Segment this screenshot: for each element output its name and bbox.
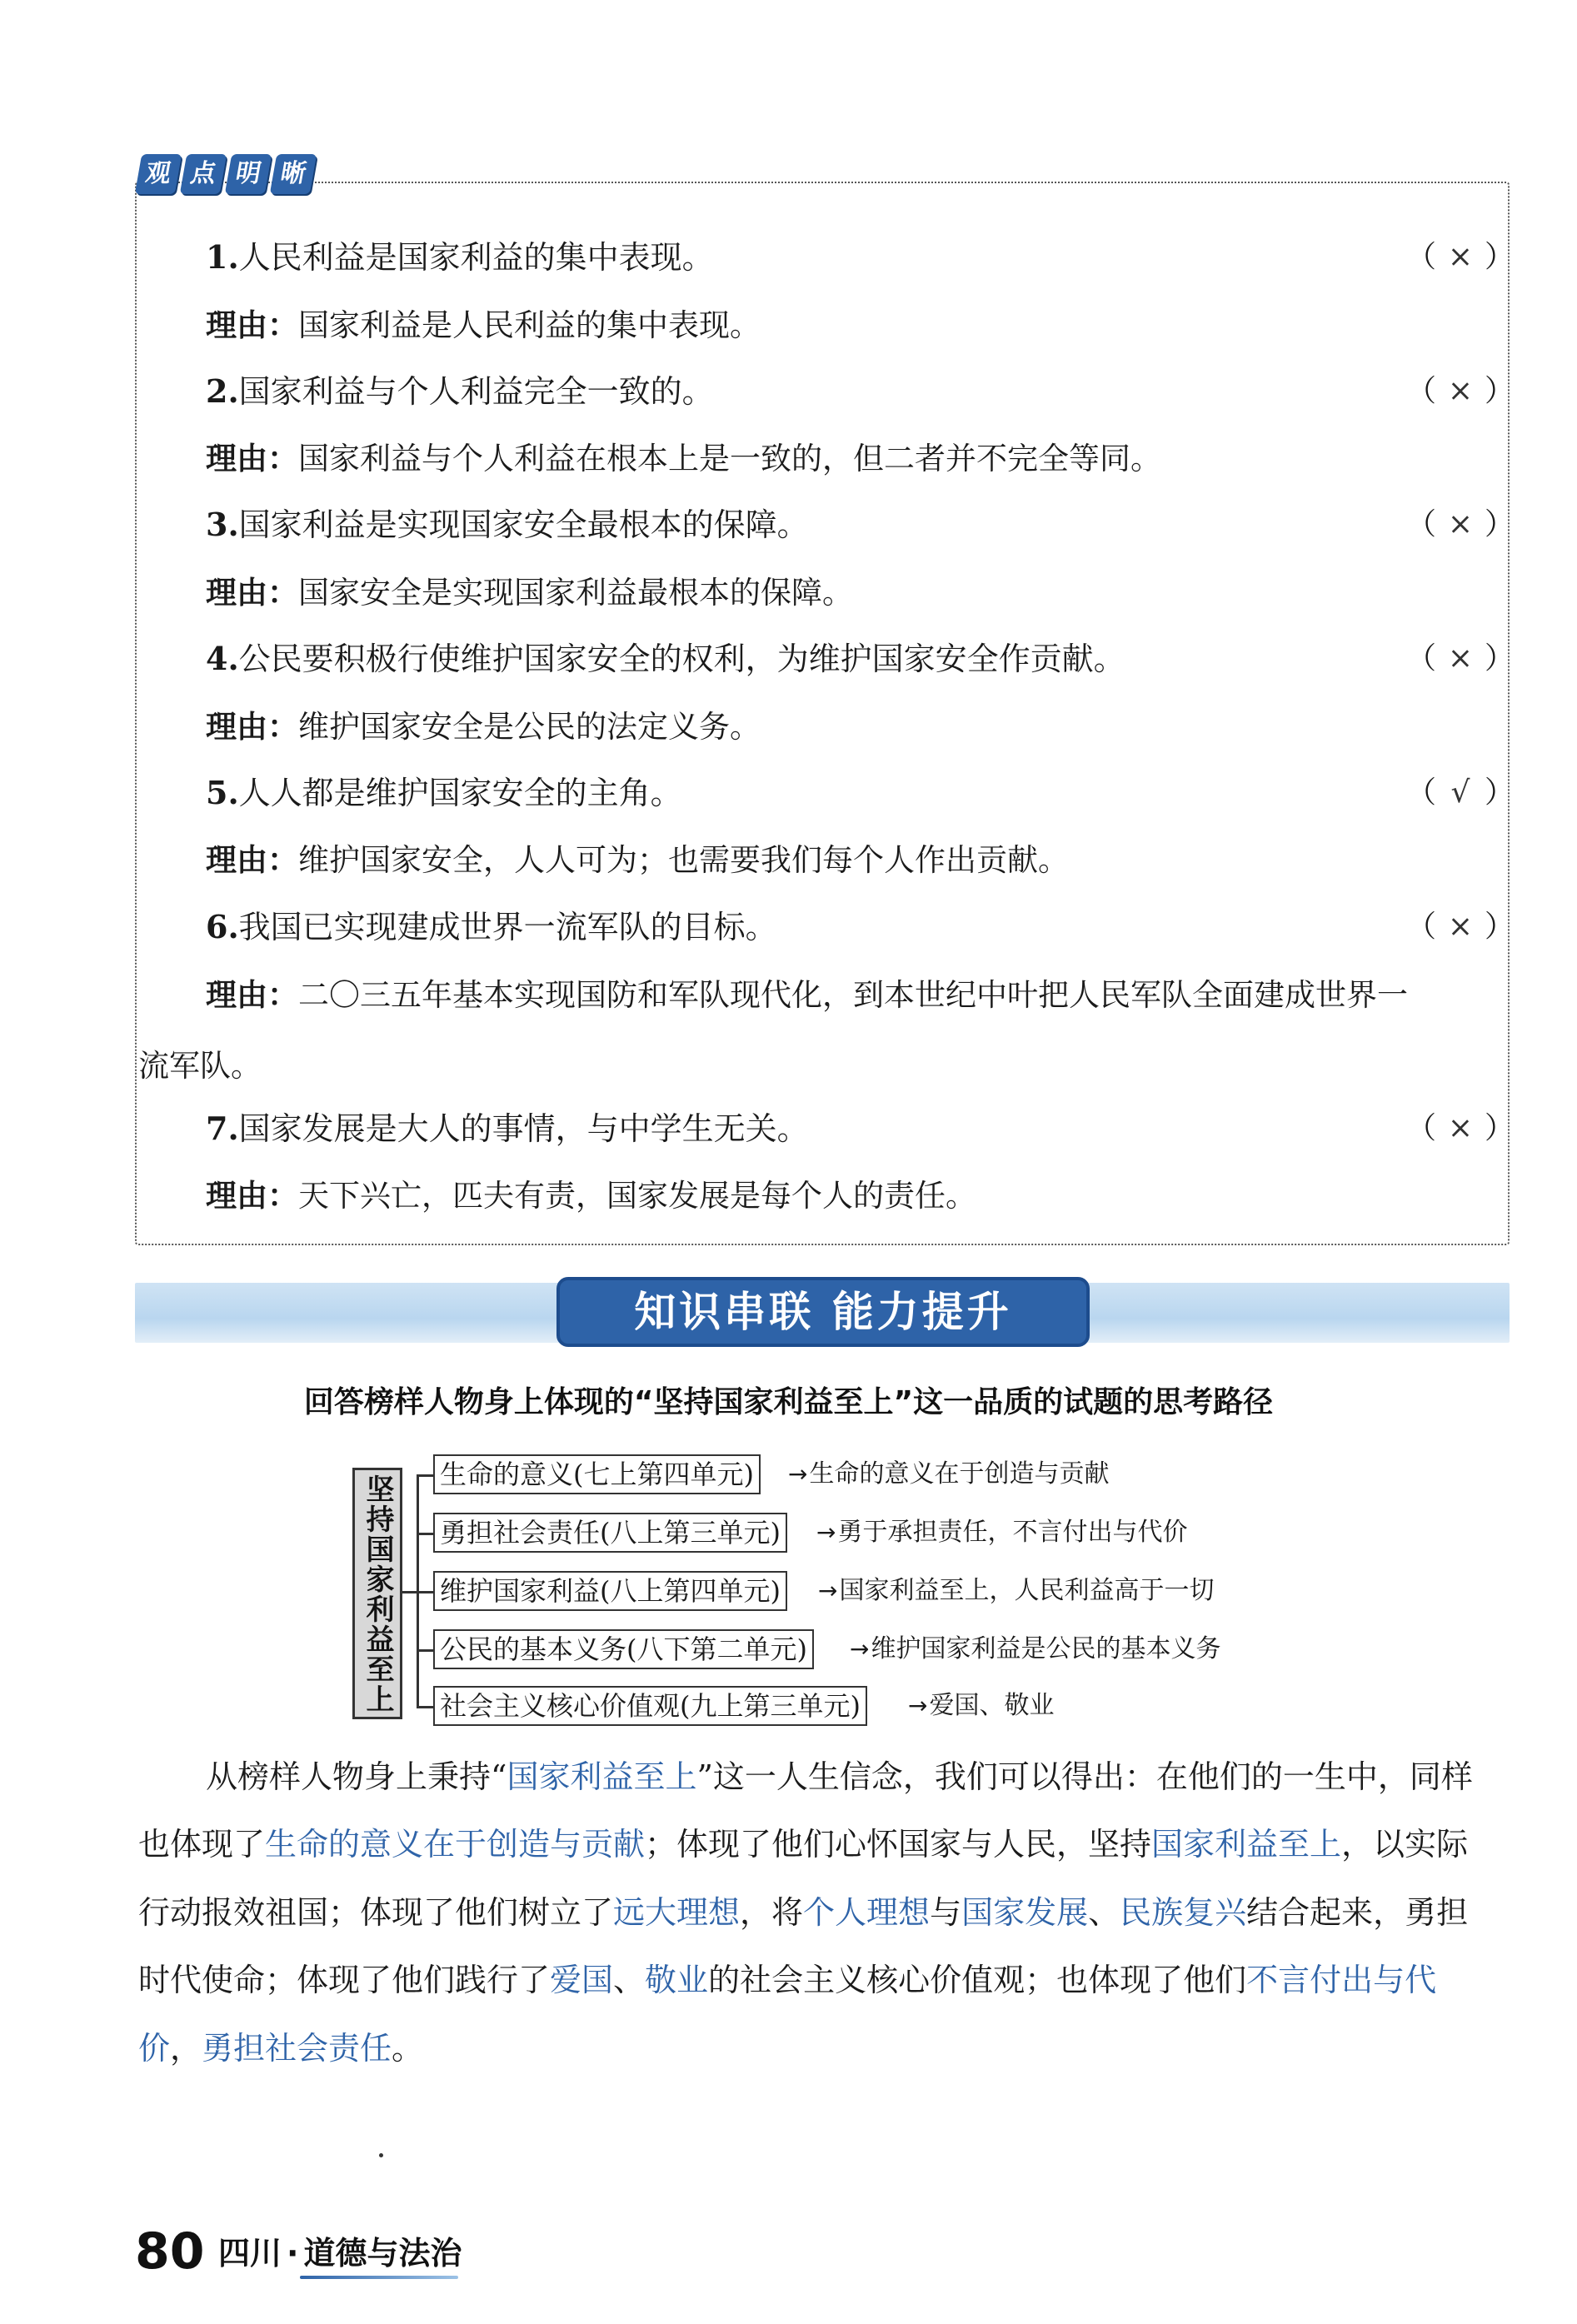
diagram-result: →勇于承担责任，不言付出与代价 (816, 1518, 1188, 1547)
question-6 (206, 906, 777, 948)
check-icon: √ (1450, 775, 1470, 810)
question-5 (206, 772, 682, 814)
cross-icon: × (1447, 507, 1474, 541)
reason-2: 理由：国家利益与个人利益在根本上是一致的，但二者并不完全等同。 (206, 441, 1161, 476)
bracket-stub (402, 1591, 417, 1593)
page-number: 80 (135, 2222, 205, 2281)
judgement-mark-7: （ × ） (1406, 1108, 1515, 1150)
viewpoint-tag (138, 154, 313, 194)
question-4 (206, 638, 1125, 680)
reason-1: 理由：国家利益是人民利益的集中表现。 (206, 307, 761, 343)
paragraph-line-2: 也体现了生命的意义在于创造与贡献；体现了他们心怀国家与人民，坚持国家利益至上，以实际 (138, 1826, 1469, 1863)
question-number: 5. (206, 774, 239, 811)
question-text: 我国已实现建成世界一流军队的目标。 (238, 909, 777, 945)
branch-connector (417, 1474, 433, 1477)
reason-6: 理由：二〇三五年基本实现国防和军队现代化，到本世纪中叶把人民军队全面建成世界一 (206, 977, 1408, 1013)
judgement-mark-2: （ × ） (1406, 371, 1515, 412)
diagram-result: →爱国、敬业 (908, 1691, 1055, 1720)
judgement-mark-3: （ × ） (1406, 504, 1515, 546)
cross-icon: × (1447, 374, 1474, 408)
question-number: 2. (206, 372, 239, 410)
arrow-right-icon: → (908, 1692, 928, 1719)
reason-3: 理由：国家安全是实现国家利益最根本的保障。 (206, 575, 853, 611)
judgement-mark-6: （ × ） (1406, 906, 1515, 948)
branch-connector (417, 1649, 433, 1652)
judgement-mark-5: （ √ ） (1406, 772, 1515, 814)
question-text: 国家利益与个人利益完全一致的。 (238, 373, 714, 410)
question-number: 4. (206, 640, 239, 677)
cross-icon: × (1447, 240, 1474, 274)
paragraph-line-4: 时代使命；体现了他们践行了爱国、敬业的社会主义核心价值观；也体现了他们不言付出与代 (138, 1962, 1437, 1998)
cross-icon: × (1447, 910, 1474, 944)
tag-char: 明 (225, 154, 272, 194)
question-number: 3. (206, 506, 239, 543)
arrow-right-icon: → (818, 1577, 838, 1604)
section-banner-title: 知识串联 能力提升 (556, 1277, 1090, 1347)
footer-underline (300, 2276, 458, 2279)
cross-icon: × (1447, 1111, 1474, 1145)
branch-connector (417, 1533, 433, 1535)
diagram-node: 公民的基本义务(八下第二单元) (433, 1629, 814, 1669)
diagram-node: 维护国家利益(八上第四单元) (433, 1571, 787, 1611)
arrow-right-icon: → (788, 1460, 808, 1488)
question-3 (206, 504, 809, 546)
question-2 (206, 371, 714, 412)
reason-4: 理由：维护国家安全是公民的法定义务。 (206, 709, 761, 745)
paragraph-line-1: 从榜样人物身上秉持“国家利益至上”这一人生信念，我们可以得出：在他们的一生中，同样 (206, 1758, 1473, 1795)
stray-dot (379, 2153, 383, 2157)
arrow-right-icon: → (850, 1635, 870, 1663)
tag-char: 观 (135, 154, 182, 194)
question-number: 6. (206, 908, 239, 945)
diagram-result: →国家利益至上，人民利益高于一切 (818, 1576, 1215, 1605)
arrow-right-icon: → (816, 1519, 836, 1546)
diagram-node: 社会主义核心价值观(九上第三单元) (433, 1686, 867, 1726)
paragraph-line-5: 价，勇担社会责任。 (138, 2030, 424, 2067)
footer-subject: 四川 · 道德与法治 (218, 2235, 462, 2272)
question-text: 国家利益是实现国家安全最根本的保障。 (238, 506, 809, 543)
question-text: 公民要积极行使维护国家安全的权利，为维护国家安全作贡献。 (238, 641, 1125, 677)
reason-6-continued: 流军队。 (138, 1048, 262, 1084)
diagram-node: 生命的意义(七上第四单元) (433, 1454, 761, 1494)
diagram-root-node: 坚持国家利益至上 (352, 1468, 402, 1719)
tag-char: 晰 (270, 154, 317, 194)
cross-icon: × (1447, 641, 1474, 676)
paragraph-line-3: 行动报效祖国；体现了他们树立了远大理想，将个人理想与国家发展、民族复兴结合起来，勇担 (138, 1894, 1469, 1931)
section-subtitle: 回答榜样人物身上体现的“坚持国家利益至上”这一品质的试题的思考路径 (303, 1385, 1274, 1419)
question-text: 国家发展是大人的事情，与中学生无关。 (238, 1110, 809, 1147)
diagram-result: →维护国家利益是公民的基本义务 (850, 1634, 1221, 1663)
judgement-mark-4: （ × ） (1406, 638, 1515, 680)
question-7 (206, 1108, 809, 1150)
tag-char: 点 (180, 154, 227, 194)
branch-connector (417, 1706, 433, 1708)
question-number: 1. (206, 238, 239, 276)
question-text: 人民利益是国家利益的集中表现。 (238, 239, 714, 276)
reason-5: 理由：维护国家安全，人人可为；也需要我们每个人作出贡献。 (206, 842, 1069, 878)
branch-connector (417, 1591, 433, 1593)
question-1 (206, 237, 714, 278)
diagram-result: →生命的意义在于创造与贡献 (788, 1459, 1110, 1489)
reason-7: 理由：天下兴亡，匹夫有责，国家发展是每个人的责任。 (206, 1178, 976, 1214)
question-number: 7. (206, 1110, 239, 1147)
question-text: 人人都是维护国家安全的主角。 (238, 775, 682, 811)
diagram-node: 勇担社会责任(八上第三单元) (433, 1513, 787, 1553)
judgement-mark-1: （ × ） (1406, 237, 1515, 278)
